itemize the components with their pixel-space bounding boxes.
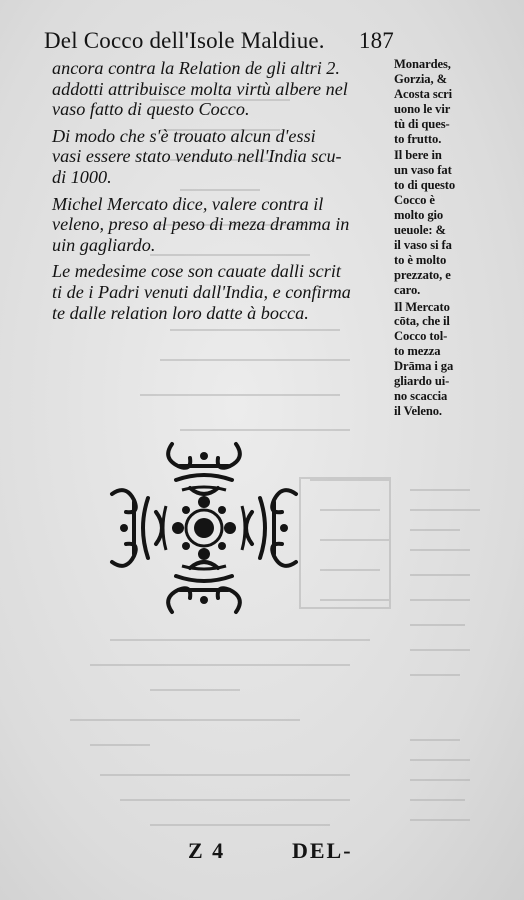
margin-note <box>394 148 512 297</box>
page-number: 187 <box>358 28 394 53</box>
text-line: veleno, preso al peso di meza dramma in <box>52 214 350 235</box>
note-line: un vaso fat <box>394 163 452 178</box>
signature-line <box>188 838 388 868</box>
text-line: te dalle relation loro datte à bocca. <box>52 302 309 323</box>
note-line: il Veleno. <box>394 403 442 418</box>
note-line: molto gio <box>394 208 444 223</box>
text-line: ti de i Padri venuti dall'India, e confirma <box>52 281 351 302</box>
note-line: to di questo <box>394 178 456 193</box>
note-line: cōta, che il <box>394 314 450 329</box>
note-line: uono le vir <box>394 101 451 116</box>
running-header <box>44 28 394 58</box>
text-line: Di modo che s'è trouato alcun d'essi <box>52 125 316 146</box>
catchword: DEL- <box>292 838 353 863</box>
text-line: Le medesime cose son cauate dalli scrit <box>52 261 341 282</box>
note-line: Cocco tol- <box>394 329 448 344</box>
note-line: no scaccia <box>394 388 448 403</box>
margin-note <box>394 300 512 419</box>
paragraph <box>52 126 392 188</box>
note-line: Acosta scri <box>394 86 453 101</box>
paragraph <box>52 194 392 256</box>
main-text-block <box>52 58 392 323</box>
note-line: to è molto <box>394 252 447 267</box>
text-line: ancora contra la Relation de gli altri 2. <box>52 58 340 78</box>
note-line: Il Mercato <box>394 299 450 314</box>
note-line: prezzato, e <box>394 267 451 282</box>
text-line: vaso fatto di questo Cocco. <box>52 99 250 120</box>
note-line: Drāma i ga <box>394 359 454 374</box>
note-line: caro. <box>394 282 421 297</box>
marginal-notes <box>394 57 512 421</box>
text-line: di 1000. <box>52 166 112 187</box>
note-line: tù di ques- <box>394 116 450 131</box>
text-line: addotti attribuisce molta virtù albere nel <box>52 78 348 99</box>
note-line: to frutto. <box>394 131 442 146</box>
text-line: Michel Mercato dice, valere contra il <box>52 193 324 214</box>
text-line: vasi essere stato venduto nell'India scu- <box>52 146 342 167</box>
paragraph <box>52 58 392 120</box>
note-line: gliardo ui- <box>394 374 450 389</box>
paragraph <box>52 261 392 323</box>
note-line: Il bere in <box>394 148 442 163</box>
signature-mark: Z 4 <box>188 838 226 863</box>
text-line: uin gagliardo. <box>52 234 156 255</box>
note-line: to mezza <box>394 344 441 359</box>
note-line: il vaso si fa <box>394 237 452 252</box>
note-line: ueuole: & <box>394 222 446 237</box>
margin-note <box>394 57 512 146</box>
running-title: Del Cocco dell'Isole Maldiue. <box>44 28 325 53</box>
note-line: Gorzia, & <box>394 71 447 86</box>
printer-ornament <box>104 436 304 620</box>
note-line: Cocco è <box>394 193 435 208</box>
note-line: Monardes, <box>394 57 451 71</box>
